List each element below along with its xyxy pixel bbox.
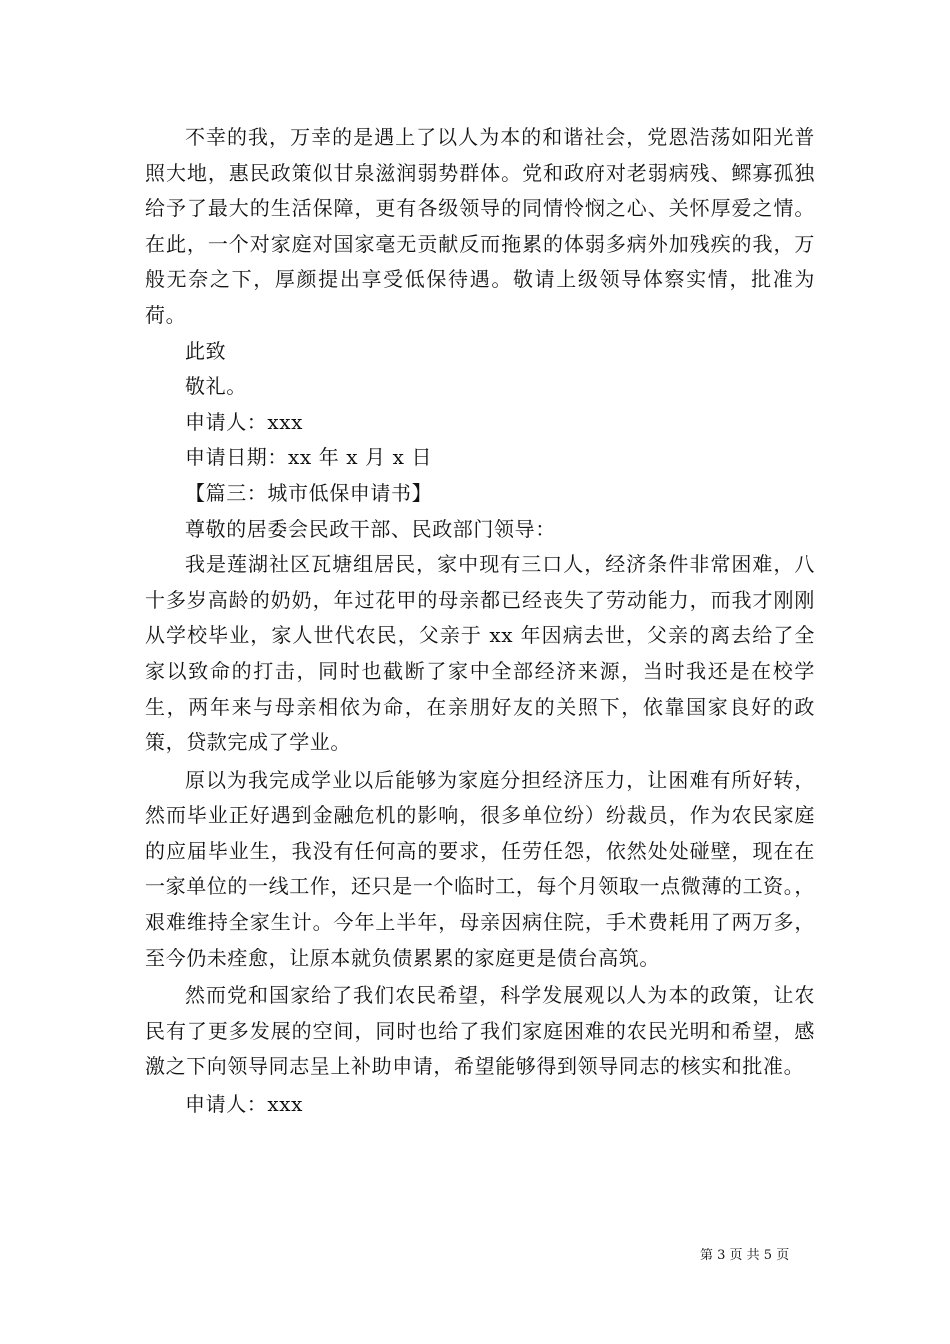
paragraph-1: 不幸的我，万幸的是遇上了以人为本的和谐社会，党恩浩荡如阳光普照大地，惠民政策似甘泉滋润弱势群体。党和政府对老弱病残、鳏寡孤独给予了最大的生活保障，更有各级领导的同情怜悯之心、关怀厚爱之情。在此，一个对家庭对国家毫无贡献反而拖累的体弱多病外加残疾的我，万般无奈之下，厚颜提出享受低保待遇。敬请上级领导体察实情，批准为荷。 [145,125,815,327]
paragraph-2: 我是莲湖社区瓦塘组居民，家中现有三口人，经济条件非常困难，八十多岁高龄的奶奶，年过花甲的母亲都已经丧失了劳动能力，而我才刚刚从学校毕业，家人世代农民，父亲于 xx 年因病去世，父亲的离去给了全家以致命的打击，同时也截断了家中全部经济来源，当时我还是在校学生，两年来与母亲相依为命，在亲朋好友的关照下，依靠国家良好的政策，贷款完成了学业。 [145,552,815,755]
closing-line-1: 此致 [185,338,227,363]
section-title: 【篇三：城市低保申请书】 [185,480,433,505]
closing-line-2: 敬礼。 [185,374,247,399]
applicant-line-1: 申请人：xxx [185,409,304,434]
document-body [145,120,815,1123]
applicant-line-2: 申请人：xxx [185,1092,304,1117]
salutation: 尊敬的居委会民政干部、民政部门领导： [185,516,556,541]
paragraph-4: 然而党和国家给了我们农民希望，科学发展观以人为本的政策，让农民有了更多发展的空间，同时也给了我们家庭困难的农民光明和希望，感激之下向领导同志呈上补助申请，希望能够得到领导同志的核实和批准。 [145,983,815,1079]
page-indicator: 第 3 页 共 5 页 [700,1248,790,1263]
paragraph-3: 原以为我完成学业以后能够为家庭分担经济压力，让困难有所好转，然而毕业正好遇到金融危机的影响，很多单位纷）纷裁员，作为农民家庭的应届毕业生，我没有任何高的要求，任劳任怨，依然处处碰壁，现在在一家单位的一线工作，还只是一个临时工，每个月领取一点微薄的工资。，艰难维持全家生计。今年上半年，母亲因病住院，手术费耗用了两万多，至今仍未痊愈，让原本就负债累累的家庭更是债台高筑。 [145,767,815,970]
application-date: 申请日期：xx 年 x 月 x 日 [185,445,433,470]
